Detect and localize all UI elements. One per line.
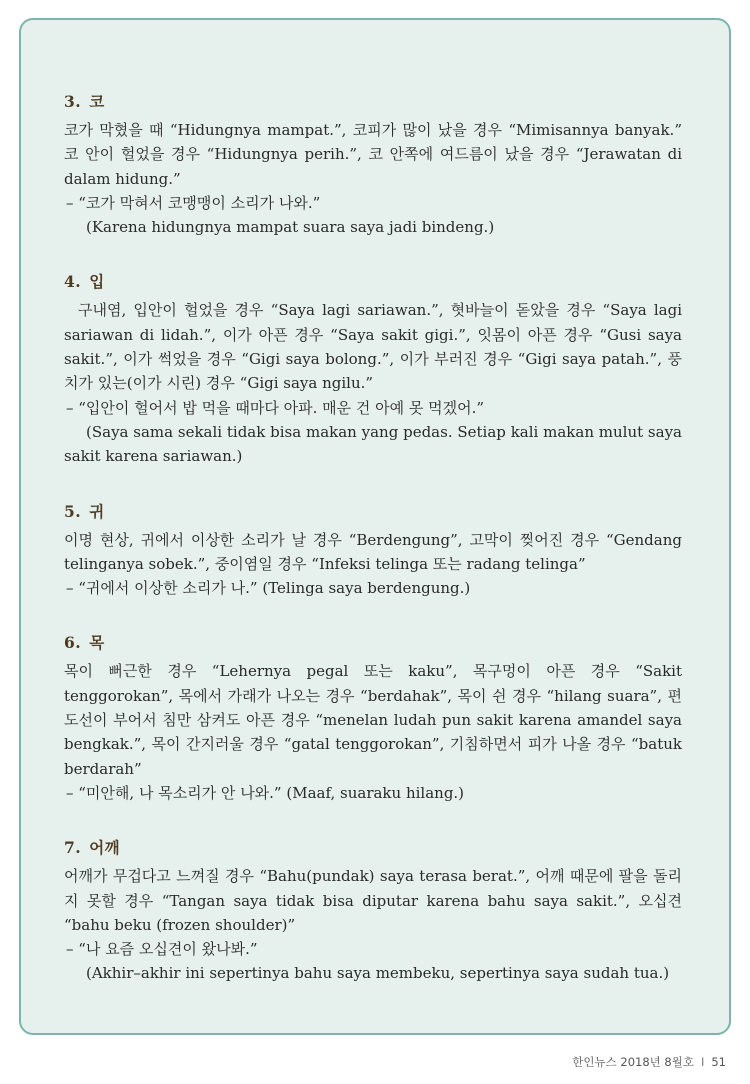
section-number: 7.: [64, 838, 82, 858]
footer-separator: I: [700, 1055, 705, 1069]
publication-name: 한인뉴스 2018년 8월호: [572, 1055, 694, 1069]
example-dialog: – “나 요즘 오십견이 왔나봐.”: [66, 940, 258, 959]
section-paragraph: 어깨가 무겁다고 느껴질 경우 “Bahu(pundak) saya terasa berat.”, 어깨 때문에 팔을 돌리지 못할 경우 “Tangan saya tidak bisa diputar karena bahu saya sakit.”, 오십견 “bahu beku (frozen shoulder)”: [64, 867, 682, 934]
section-ear: [64, 500, 682, 601]
section-number: 6.: [64, 633, 82, 653]
article-body: [64, 90, 682, 1017]
section-title: 입: [89, 272, 105, 292]
example-translation: (Saya sama sekali tidak bisa makan yang pedas. Setiap kali makan mulut saya sakit karena sariawan.): [64, 422, 682, 466]
section-paragraph: 목이 뻐근한 경우 “Lehernya pegal 또는 kaku”, 목구멍이 아픈 경우 “Sakit tenggorokan”, 목에서 가래가 나오는 경우 “berdahak”, 목이 쉰 경우 “hilang suara”, 편도선이 부어서 침만 삼켜도 아픈 경우 “menelan ludah pun sakit karena amandel saya bengkak.”, 목이 간지러울 경우 “gatal tenggorokan”, 기침하면서 피가 나올 경우 “batuk berdarah”: [64, 662, 682, 778]
example-translation: (Karena hidungnya mampat suara saya jadi bindeng.): [86, 218, 495, 237]
section-title: 귀: [89, 501, 105, 521]
section-paragraph: 코가 막혔을 때 “Hidungnya mampat.”, 코피가 많이 났을 경우 “Mimisannya banyak.” 코 안이 헐었을 경우 “Hidungnya perih.”, 코 안쪽에 여드름이 났을 경우 “Jerawatan di dalam hidung.”: [64, 121, 682, 188]
section-title: 목: [89, 633, 105, 653]
section-title: 어깨: [89, 838, 121, 858]
section-number: 3.: [64, 92, 82, 111]
section-heading: [64, 500, 682, 524]
section-number: 4.: [64, 272, 82, 292]
section-mouth: [64, 270, 682, 468]
example-dialog: – “미안해, 나 목소리가 안 나와.” (Maaf, suaraku hilang.): [66, 783, 465, 802]
section-paragraph: 이명 현상, 귀에서 이상한 소리가 날 경우 “Berdengung”, 고막이 찢어진 경우 “Gendang telinganya sobek.”, 중이염일 경우 “Infeksi telinga 또는 radang telinga”: [64, 530, 682, 573]
page-number: 51: [711, 1055, 726, 1069]
section-number: 5.: [64, 501, 82, 521]
section-shoulder: [64, 836, 682, 985]
example-dialog: – “입안이 헐어서 밥 먹을 때마다 아파. 매운 건 아예 못 먹겠어.”: [66, 398, 485, 417]
section-throat: [64, 631, 682, 805]
section-paragraph: 구내염, 입안이 헐었을 경우 “Saya lagi sariawan.”, 혓바늘이 돋았을 경우 “Saya lagi sariawan di lidah.”, 이가 아픈 경우 “Saya sakit gigi.”, 잇몸이 아픈 경우 “Gusi saya sakit.”, 이가 썩었을 경우 “Gigi saya bolong.”, 이가 부러진 경우 “Gigi saya patah.”, 풍치가 있는(이가 시린) 경우 “Gigi saya ngilu.”: [64, 301, 682, 393]
example-translation: (Akhir–akhir ini sepertinya bahu saya membeku, sepertinya saya sudah tua.): [86, 964, 670, 983]
section-heading: [64, 631, 682, 655]
section-heading: [64, 90, 682, 114]
example-dialog: – “귀에서 이상한 소리가 나.” (Telinga saya berdengung.): [66, 579, 471, 598]
section-heading: [64, 836, 682, 860]
section-title: 코: [89, 92, 105, 111]
example-dialog: – “코가 막혀서 코맹맹이 소리가 나와.”: [66, 193, 321, 212]
section-heading: [64, 270, 682, 294]
section-nose: [64, 90, 682, 239]
page-footer: [572, 1054, 726, 1070]
